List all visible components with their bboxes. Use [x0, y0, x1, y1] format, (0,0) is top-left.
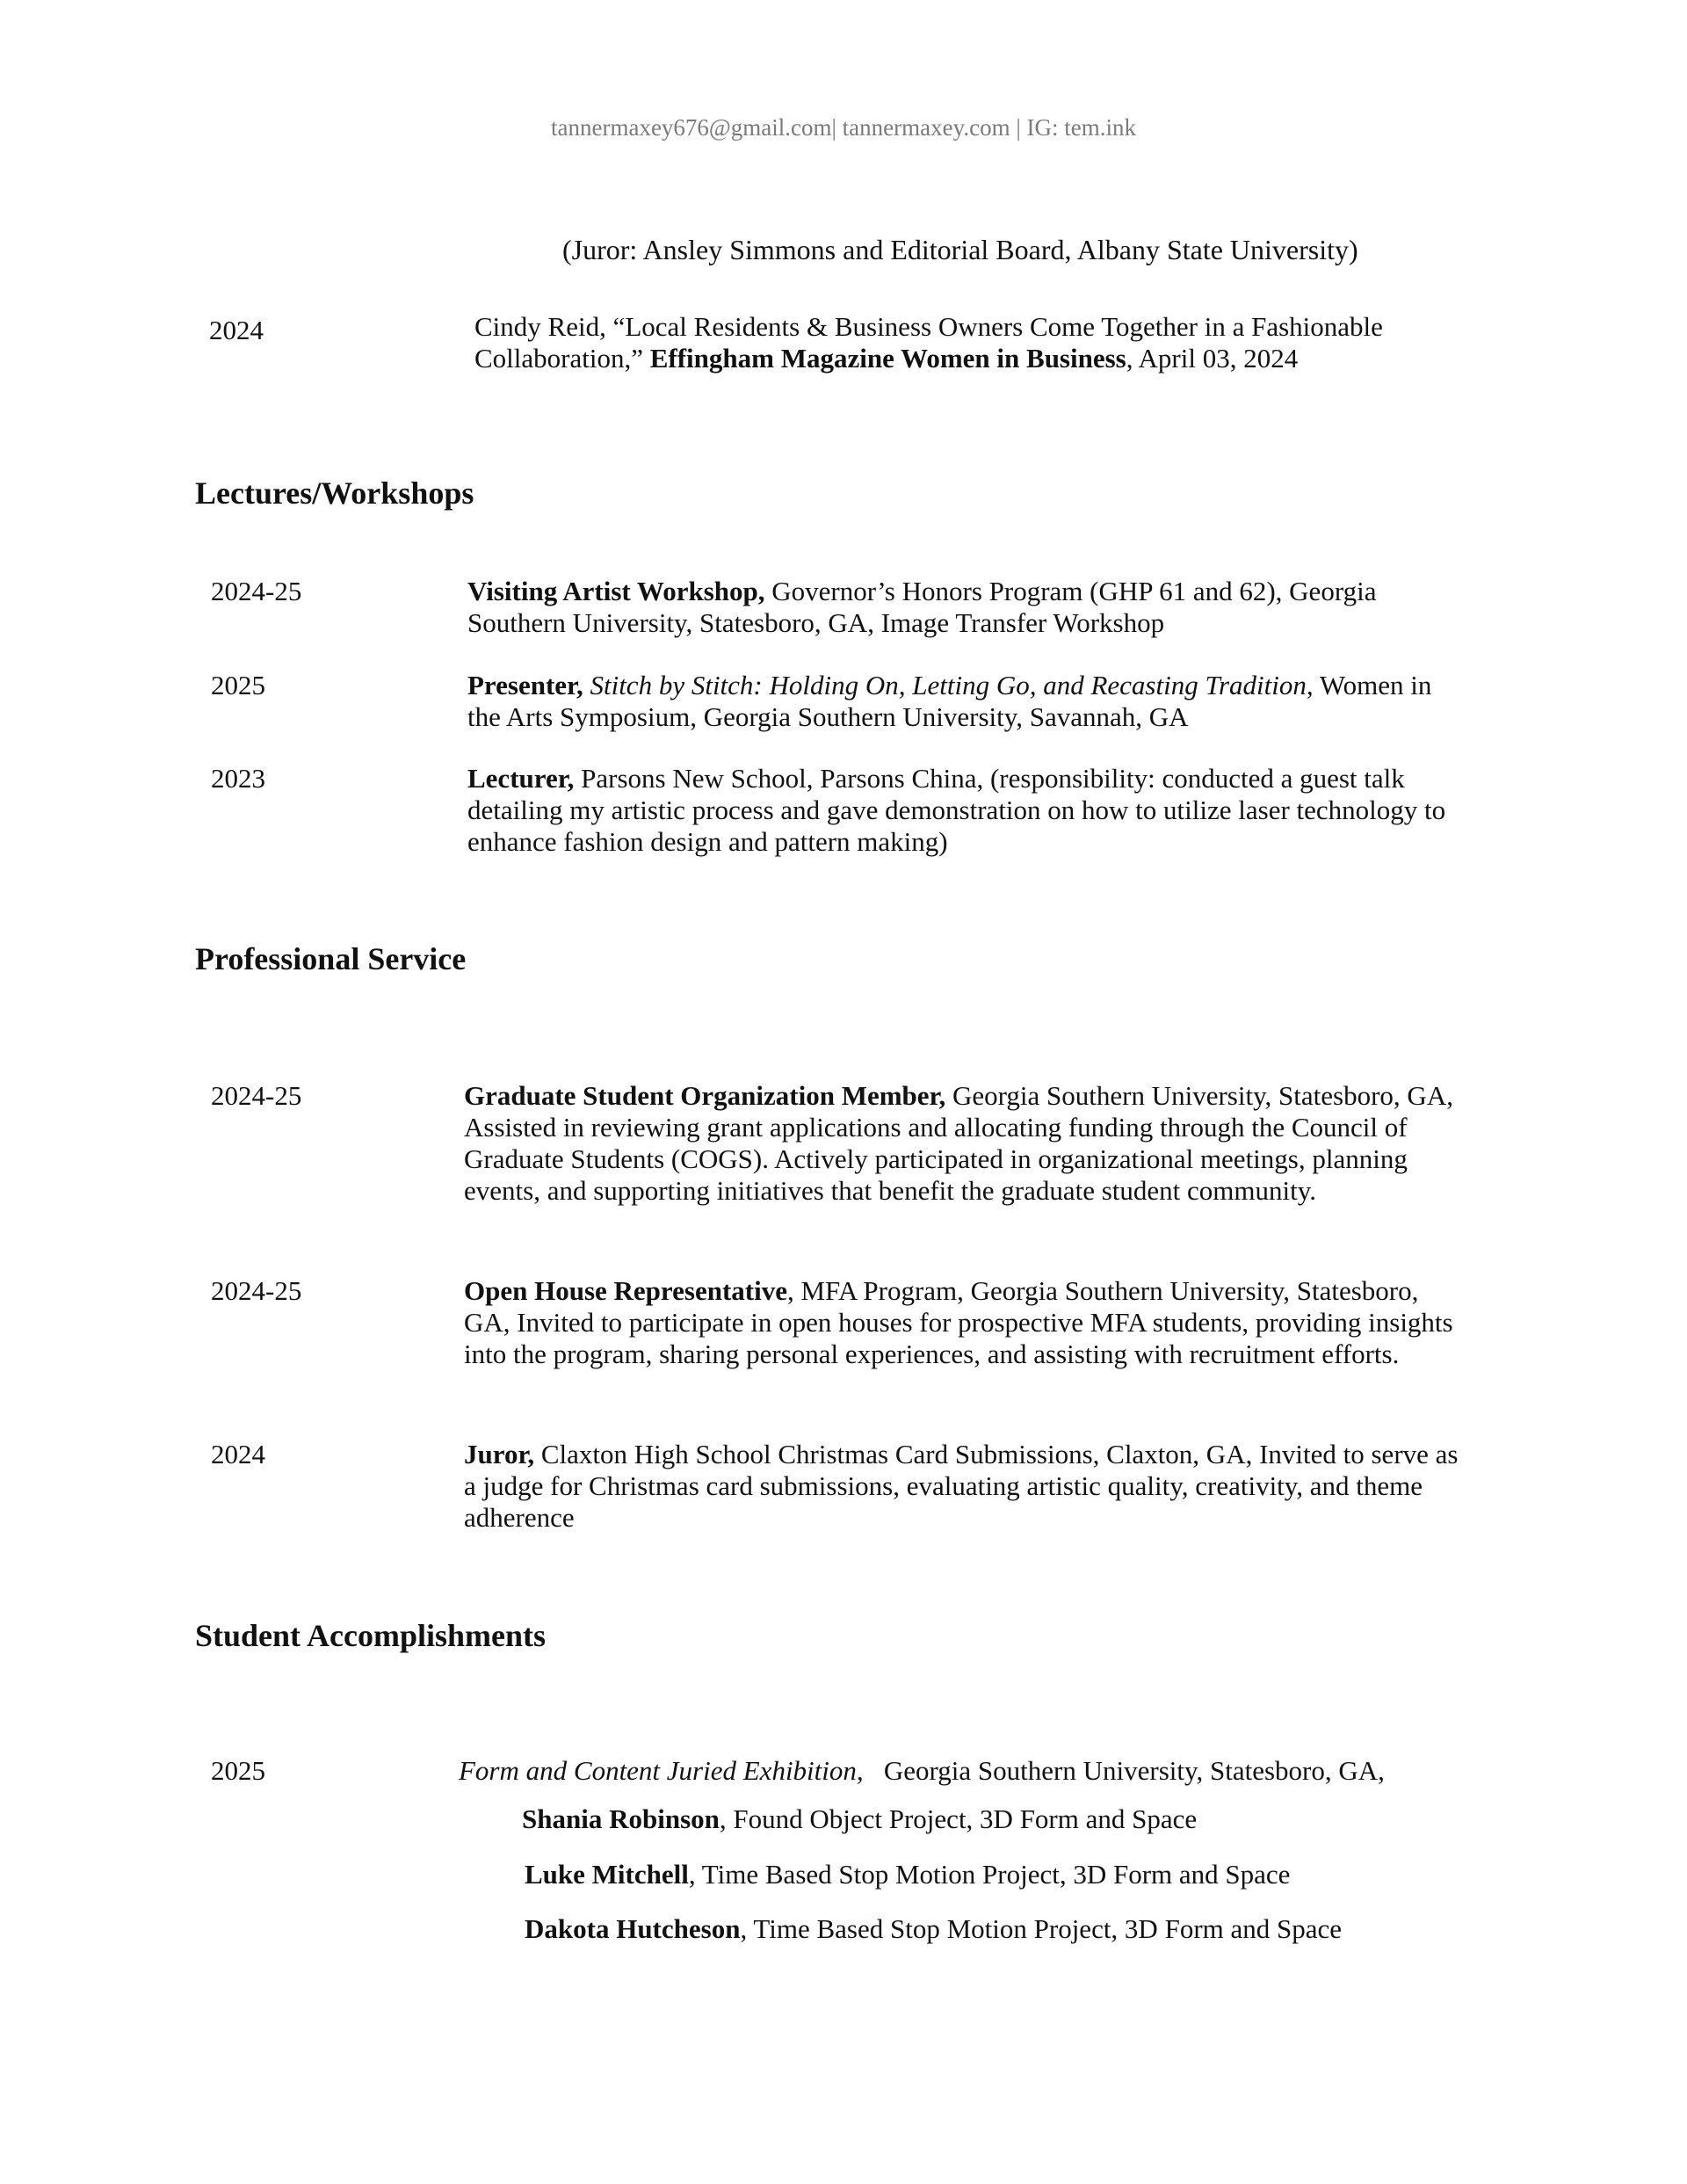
lecture-role: Lecturer, [467, 763, 575, 794]
lecture-role: Visiting Artist Workshop, [467, 576, 765, 606]
service-role: Juror, [464, 1439, 535, 1469]
lecture-year: 2024-25 [211, 576, 302, 606]
service-entry: Graduate Student Organization Member, Georgia Southern University, Statesboro, GA, Assisted in reviewing grant applications and allocating funding through the Council of Graduate Students (COGS). Actively participated in organizational meetings, planning events, and supporting initiatives that benefit the graduate student community. [464, 1080, 1453, 1206]
lecture-entry: Visiting Artist Workshop, Governor’s Honors Program (GHP 61 and 62), Georgia Southern University, Statesboro, GA, Image Transfer Workshop [467, 576, 1377, 638]
section-heading-students: Student Accomplishments [195, 1618, 547, 1653]
lecture-year: 2023 [211, 763, 265, 794]
press-line-1: Cindy Reid, “Local Residents & Business Owners Come Together in a Fashionable [474, 311, 1383, 342]
students-year: 2025 [211, 1755, 265, 1786]
service-entry: Juror, Claxton High School Christmas Card Submissions, Claxton, GA, Invited to serve as a judge for Christmas card submissions, evaluating artistic quality, creativity, and theme adherence [464, 1439, 1459, 1533]
section-heading-lectures: Lectures/Workshops [195, 475, 474, 511]
press-entry [474, 311, 1383, 374]
service-year: 2024 [211, 1439, 265, 1469]
contact-line: tannermaxey676@gmail.com| tannermaxey.com | IG: tem.ink [551, 114, 1136, 141]
student-entry: Luke Mitchell, Time Based Stop Motion Project, 3D Form and Space [525, 1859, 1291, 1890]
exhibition-title: Form and Content Juried Exhibition, [459, 1755, 864, 1786]
press-line-2: Collaboration,” Effingham Magazine Women in Business, April 03, 2024 [474, 343, 1299, 374]
lecture-entry: Lecturer, Parsons New School, Parsons China, (responsibility: conducted a guest talk detailing my artistic process and gave demonstration on how to utilize laser technology to enhance fashion design and pattern making) [467, 763, 1446, 857]
exhibition-line: Form and Content Juried Exhibition, Georgia Southern University, Statesboro, GA, [459, 1755, 1385, 1786]
publication-title: Effingham Magazine Women in Business [649, 343, 1126, 374]
service-role: Graduate Student Organization Member, [464, 1080, 946, 1111]
student-name: Shania Robinson [522, 1803, 720, 1834]
student-name: Luke Mitchell [525, 1859, 689, 1890]
section-heading-service: Professional Service [195, 941, 467, 976]
service-year: 2024-25 [211, 1275, 302, 1306]
service-entry: Open House Representative, MFA Program, Georgia Southern University, Statesboro, GA, Invited to participate in open houses for prospective MFA students, providing insights into the program, sharing personal experiences, and assisting with recruitment efforts. [464, 1275, 1453, 1369]
juror-note: (Juror: Ansley Simmons and Editorial Board, Albany State University) [562, 234, 1358, 265]
press-year: 2024 [209, 315, 264, 345]
student-name: Dakota Hutcheson [525, 1913, 741, 1944]
service-year: 2024-25 [211, 1080, 302, 1111]
lecture-role: Presenter, [467, 670, 583, 700]
lecture-entry: Presenter, Stitch by Stitch: Holding On, Letting Go, and Recasting Tradition, Women in the Arts Symposium, Georgia Southern University, Savannah, GA [467, 670, 1432, 732]
service-role: Open House Representative [464, 1275, 787, 1306]
student-entry: Dakota Hutcheson, Time Based Stop Motion Project, 3D Form and Space [525, 1913, 1343, 1944]
presentation-title: Stitch by Stitch: Holding On, Letting Go, and Recasting Tradition, [583, 670, 1314, 700]
lecture-year: 2025 [211, 670, 265, 700]
student-entry: Shania Robinson, Found Object Project, 3D Form and Space [522, 1803, 1198, 1834]
